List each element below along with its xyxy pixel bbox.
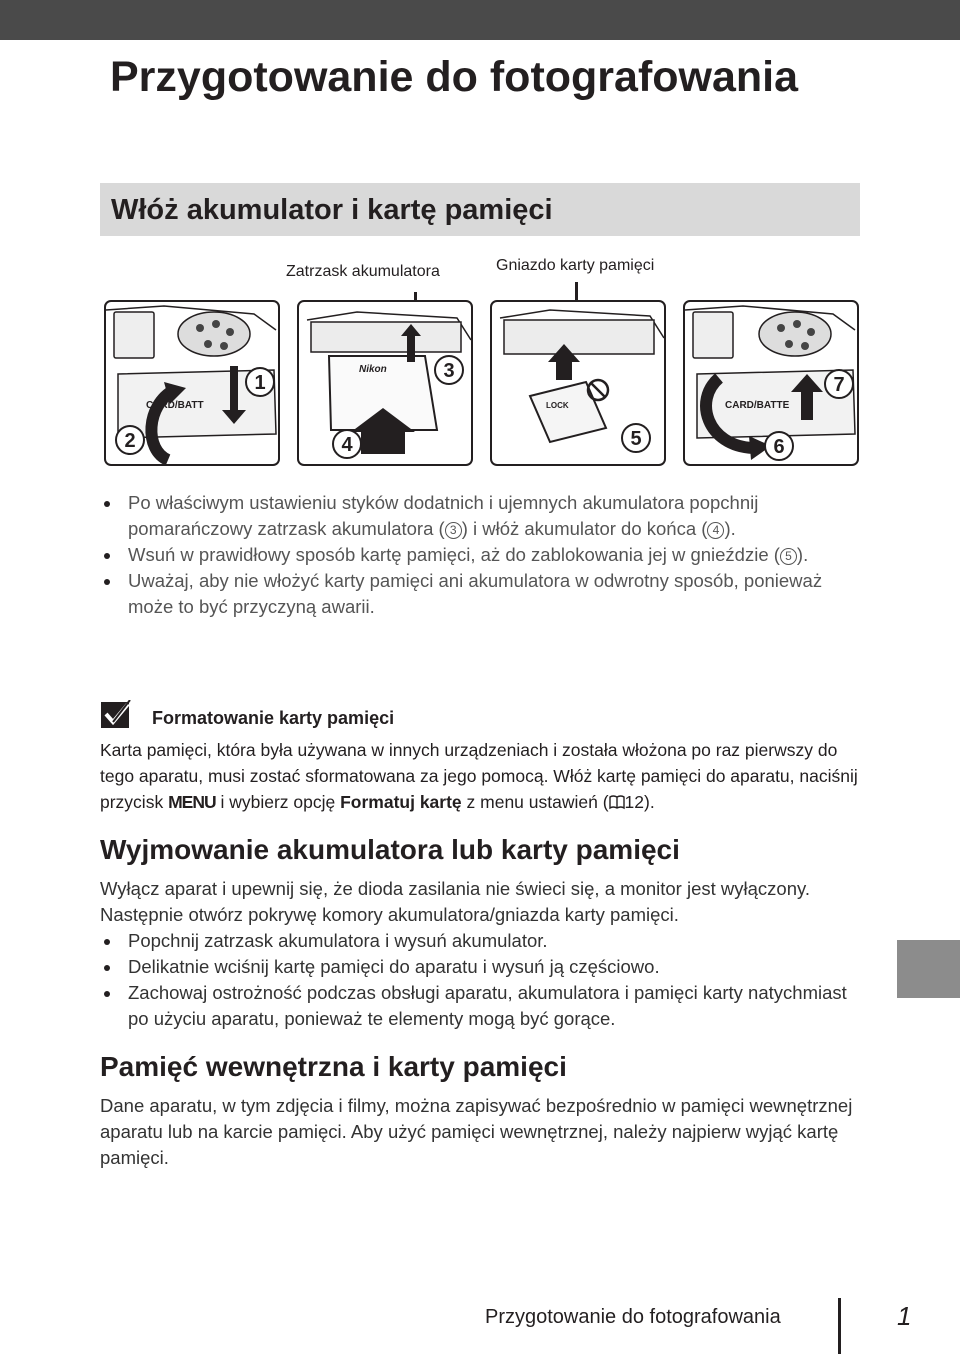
illustration-insert-card	[490, 300, 666, 466]
list-item: Uważaj, aby nie włożyć karty pamięci ani akumulatora w odwrotny sposób, ponieważ może to być przyczyną awarii.	[100, 568, 860, 620]
step-number: 3	[443, 360, 455, 382]
page-number: 1	[897, 1301, 912, 1331]
heading-memory: Pamięć wewnętrzna i karty pamięci	[100, 1051, 567, 1082]
battery-brand: Nikon	[359, 364, 387, 375]
camera-bottom-drawing	[104, 300, 280, 466]
list-item: Po właściwym ustawieniu styków dodatnich i ujemnych akumulatora popchnij pomarańczowy zatrzask akumulatora ( 3 ) i włóż akumulator do końca ( 4 ).	[100, 490, 860, 542]
menu-button-icon: MENU	[168, 792, 216, 812]
memory-card-drawing	[490, 300, 666, 466]
step-number: 4	[341, 434, 353, 456]
top-bar	[0, 0, 960, 40]
insert-instructions	[100, 490, 860, 620]
step-ref-icon: 4	[707, 522, 724, 539]
heading-removing: Wyjmowanie akumulatora lub karty pamięci	[100, 834, 680, 865]
callout-card-slot: Gniazdo karty pamięci	[496, 257, 655, 274]
step-number: 6	[773, 436, 785, 458]
list-item: Wsuń w prawidłowy sposób kartę pamięci, aż do zablokowania jej w gnieździe ( 5 ).	[100, 542, 860, 568]
step-ref-icon: 5	[780, 548, 797, 565]
page-reference[interactable]: 12	[624, 792, 644, 812]
check-note-icon	[100, 700, 132, 730]
list-item: Popchnij zatrzask akumulatora i wysuń akumulator.	[100, 928, 860, 954]
note-body: Karta pamięci, która była używana w innych urządzeniach i została włożona po raz pierwszy do tego aparatu, musi zostać sformatowana za jego pomocą. Włóż kartę pamięci do aparatu, naciśnij przycisk MENU i wybierz opcję Formatuj kartę z menu ustawień ( 12).	[100, 740, 858, 812]
footer-section-title: Przygotowanie do fotografowania	[485, 1306, 781, 1328]
removing-instructions	[100, 928, 860, 1032]
list-item: Delikatnie wciśnij kartę pamięci do aparatu i wysuń ją częściowo.	[100, 954, 860, 980]
list-item: Zachowaj ostrożność podczas obsługi aparatu, akumulatora i pamięci karty natychmiast po użyciu aparatu, ponieważ te elementy mogą być gorące.	[100, 980, 860, 1032]
step-number: 2	[124, 430, 136, 452]
illustration-insert-battery	[297, 300, 473, 466]
step-number: 5	[630, 428, 642, 450]
cover-label: CARD/BATT	[146, 400, 204, 411]
section-header	[100, 183, 860, 236]
chapter-tab	[897, 940, 960, 998]
section-title: Włóż akumulator i kartę pamięci	[111, 194, 553, 226]
removing-paragraph: Wyłącz aparat i upewnij się, że dioda zasilania nie świeci się, a monitor jest wyłączony. Następnie otwórz pokrywę komory akumulatora/gniazda karty pamięci.	[100, 878, 811, 925]
memory-paragraph: Dane aparatu, w tym zdjęcia i filmy, można zapisywać bezpośrednio w pamięci wewnętrznej aparatu lub na karcie pamięci. Aby użyć pamięci wewnętrznej, należy najpierw wyjąć kartę pamięci.	[100, 1095, 853, 1168]
battery-drawing	[297, 300, 473, 466]
page-title: Przygotowanie do fotografowania	[110, 53, 799, 101]
step-number: 1	[254, 372, 266, 394]
book-icon	[609, 794, 625, 810]
card-lock-label: LOCK	[546, 401, 569, 410]
illustration-close-cover	[683, 300, 859, 466]
step-ref-icon: 3	[445, 522, 462, 539]
cover-label: CARD/BATTE	[725, 400, 790, 411]
callout-battery-latch: Zatrzask akumulatora	[286, 263, 440, 280]
step-number: 7	[833, 374, 845, 396]
option-name: Formatuj kartę	[340, 792, 462, 812]
note-title: Formatowanie karty pamięci	[152, 708, 395, 728]
footer-divider	[838, 1298, 841, 1354]
camera-bottom-drawing	[683, 300, 859, 466]
illustration-open-cover	[104, 300, 280, 466]
